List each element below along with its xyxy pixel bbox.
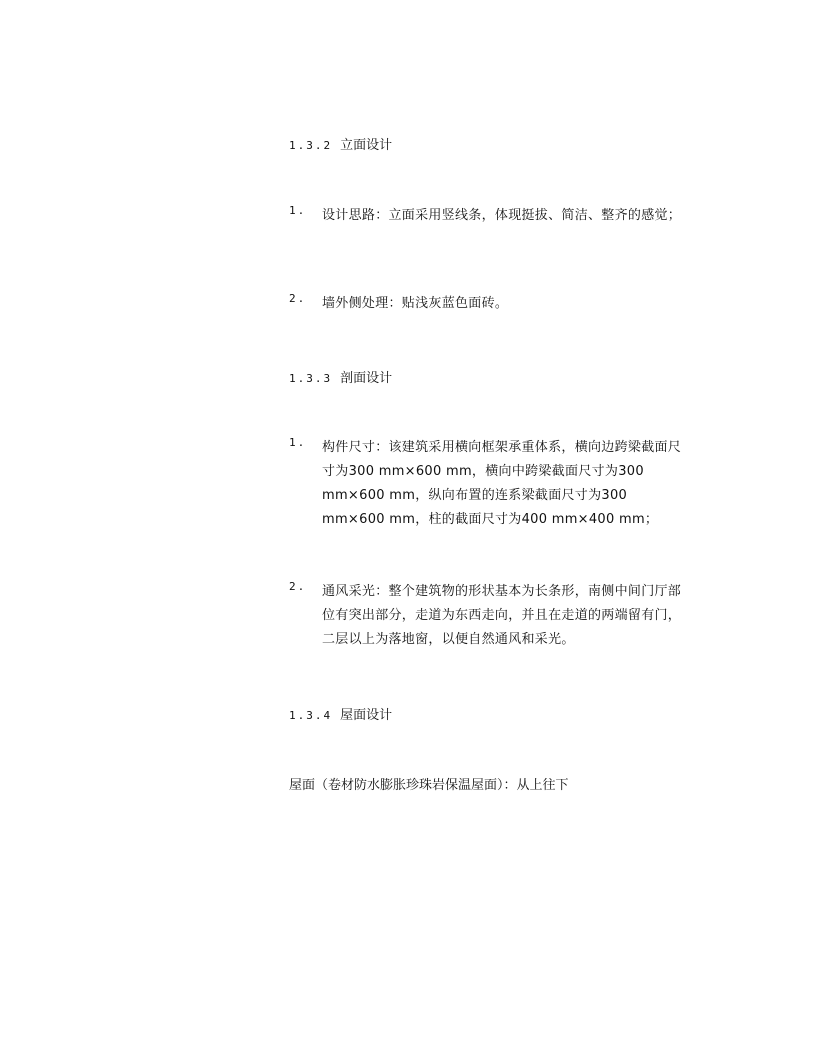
section-title: 屋面设计 [340, 708, 393, 723]
list-marker: 1. [289, 204, 307, 217]
section-number: 1.3.3 [289, 372, 333, 385]
list-item-text: 设计思路：立面采用竖线条，体现挺拔、简洁、整齐的感觉； [322, 208, 682, 223]
section-heading-section [289, 367, 392, 386]
list-item [289, 580, 689, 652]
section-title: 立面设计 [340, 138, 393, 153]
list-item-text: 墙外侧处理：贴浅灰蓝色面砖。 [322, 296, 509, 311]
section-number: 1.3.2 [289, 139, 333, 152]
list-item [289, 292, 689, 316]
section-title: 剖面设计 [340, 371, 393, 386]
section-number: 1.3.4 [289, 709, 333, 722]
list-item-text: 通风采光：整个建筑物的形状基本为长条形，南侧中间门厅部位有突出部分，走道为东西走向，并且在走道的两端留有门，二层以上为落地窗，以便自然通风和采光。 [322, 584, 682, 647]
list-marker: 1. [289, 436, 307, 449]
section-heading-facade [289, 134, 392, 153]
list-marker: 2. [289, 292, 307, 305]
roof-paragraph: 屋面（卷材防水膨胀珍珠岩保温屋面）：从上往下 [289, 778, 569, 793]
section-heading-roof [289, 704, 392, 723]
list-item-text: 构件尺寸：该建筑采用横向框架承重体系，横向边跨梁截面尺寸为300 mm×600 mm，横向中跨梁截面尺寸为300 mm×600 mm，纵向布置的连系梁截面尺寸为300 mm×600 mm，柱的截面尺寸为400 mm×400 mm； [322, 440, 682, 527]
list-marker: 2. [289, 580, 307, 593]
list-item [289, 204, 689, 228]
list-item [289, 436, 689, 532]
